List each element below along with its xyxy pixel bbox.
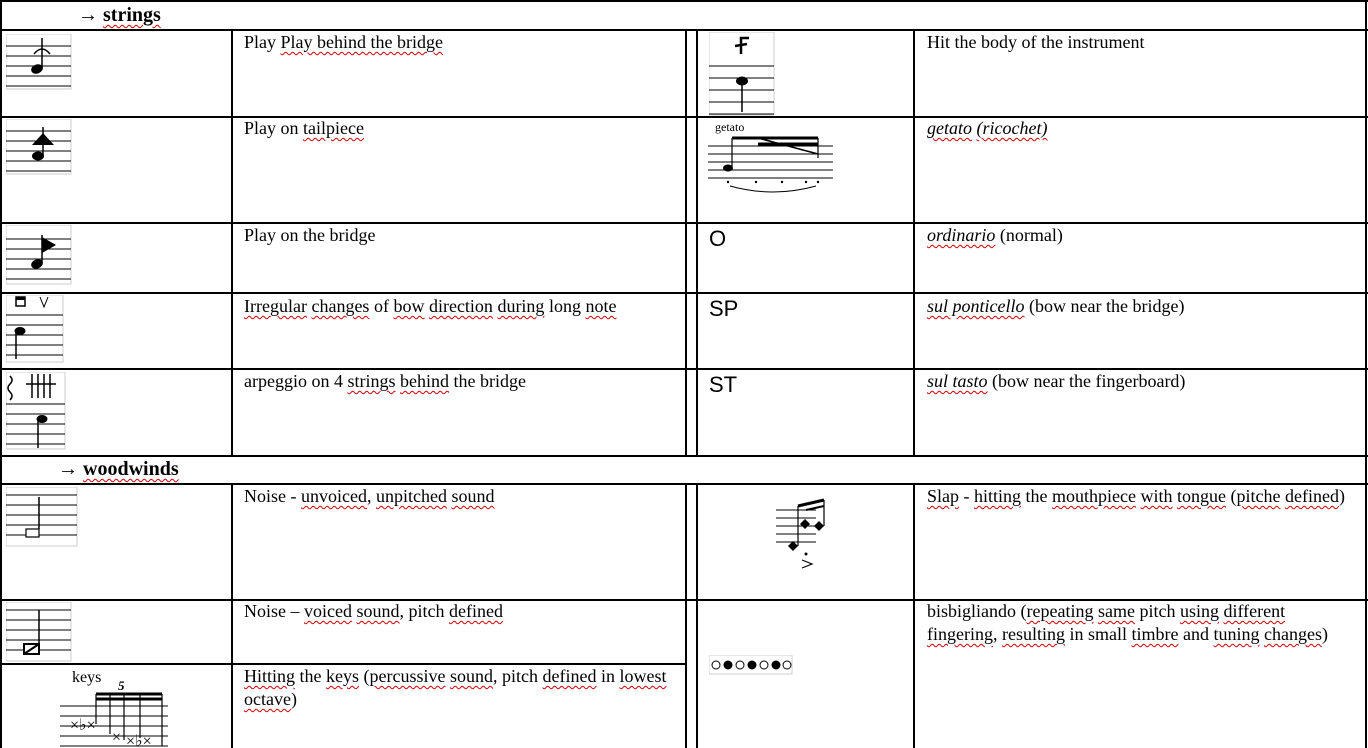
behind-bridge-notation-icon [6,34,72,90]
svg-text:×♭×: ×♭× [126,733,152,748]
technique-description: sul ponticello (bow near the bridge) [927,296,1185,316]
table-border-right [1365,0,1367,748]
technique-description: getato (ricochet) [927,118,1048,138]
keys-label: keys [72,669,102,686]
svg-text:×: × [112,729,122,746]
getato-notation-icon [708,118,834,196]
column-divider [685,29,687,457]
technique-description: Noise – voiced sound, pitch defined [244,601,503,621]
woodwinds-section-header [58,458,179,481]
section-title: strings [103,4,161,26]
technique-description: Noise - unvoiced, unpitched sound [244,486,495,506]
table-border-top [0,0,1368,2]
column-divider [913,483,915,748]
technique-description: ordinario (normal) [927,225,1063,245]
svg-text:×♭×: ×♭× [70,717,96,734]
ordinario-symbol: O [709,226,727,251]
technique-description: Play on the bridge [244,225,376,245]
technique-description: Hitting the keys (percussive sound, pitch defined in lowest octave) [244,666,667,709]
sul-tasto-symbol: ST [709,372,738,397]
column-divider [231,29,233,457]
strings-section-header [78,4,161,27]
section-title: woodwinds [83,458,179,480]
unvoiced-noise-notation-icon [6,487,78,547]
bisbigliando-fingering-icon [709,655,793,675]
arrow-icon: → [58,458,78,480]
tailpiece-notation-icon [6,119,72,175]
sul-ponticello-symbol: SP [709,296,739,321]
bow-direction-notation-icon [6,295,64,363]
column-divider [913,29,915,457]
technique-description: Play on tailpiece [244,118,364,138]
slap-notation-icon [776,492,832,574]
arrow-icon: → [78,4,98,26]
column-divider [696,29,698,457]
voiced-noise-notation-icon [6,602,72,662]
column-divider [696,483,698,748]
table-border-left [0,0,2,748]
on-bridge-notation-icon [6,225,72,285]
hit-body-notation-icon [709,32,775,116]
technique-description: Hit the body of the instrument [927,32,1145,52]
technique-description: arpeggio on 4 strings behind the bridge [244,371,526,391]
technique-description: Slap - hitting the mouthpiece with tongue (pitche defined) [927,486,1345,506]
technique-description: bisbigliando (repeating same pitch using different fingering, resulting in small timbre and tuning changes) [927,601,1328,644]
technique-description: Play Play behind the bridge [244,32,443,52]
column-divider [685,483,687,748]
technique-description: sul tasto (bow near the fingerboard) [927,371,1186,391]
row-divider [0,292,1368,294]
tuplet-number: 5 [118,678,125,693]
technique-description: Irregular changes of bow direction during long note [244,296,617,316]
row-divider [0,455,1368,457]
arpeggio-behind-bridge-notation-icon [6,372,66,450]
hitting-keys-notation-icon [60,664,168,748]
getato-label: getato [715,120,745,134]
column-divider [231,483,233,748]
